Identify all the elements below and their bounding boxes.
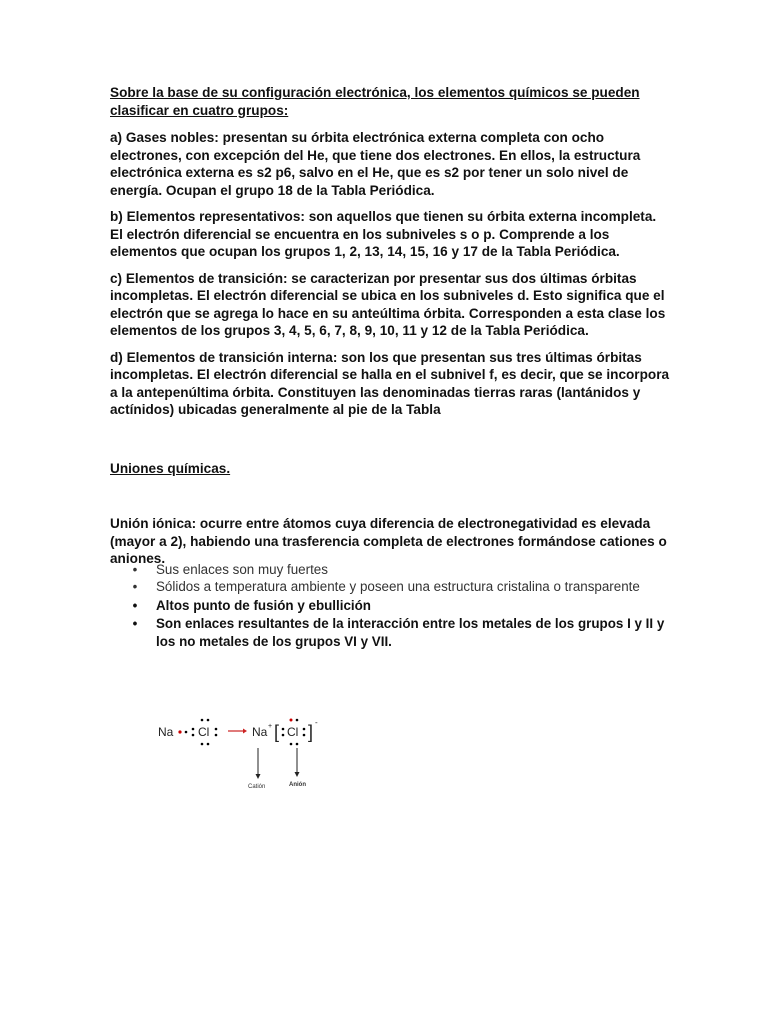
group-d-text: Elementos de transición interna: son los que presentan sus tres últimas órbitas incompletas. El electrón diferencial se halla en el subnivel f, es decir, que se incorpora a la antepenúltima órbita. Constituyen las denominadas tierras raras (lantánidos y actínidos) ubicadas generalmente al pie de la Tabla: [110, 349, 670, 417]
bullet-dot: •: [132, 597, 138, 613]
list-item: [130, 578, 670, 595]
intro-heading: Sobre la base de su configuración electrónica, los elementos químicos se pueden clasificar en cuatro grupos:: [110, 85, 640, 118]
group-c-text: Elementos de transición: se caracterizan por presentar sus dos últimas órbitas incompletas. El electrón diferencial se ubica en los subniveles d. Esto significa que el electrón que se agrega lo hace en su anteúltima órbita. Corresponden a esta clase los elementos de los grupos 3, 4, 5, 6, 7, 8, 9, 10, 11 y 12 de la Tabla Periódica.: [110, 270, 666, 338]
group-c-marker: c): [110, 270, 123, 286]
document-body: [110, 84, 670, 428]
reaction-arrow-head: [243, 729, 247, 734]
section-title: Uniones químicas.: [110, 461, 231, 476]
electron: [303, 728, 306, 731]
group-b-marker: b): [110, 209, 123, 224]
electron: [303, 734, 306, 737]
cl-atom-label: Cl: [198, 725, 210, 739]
electron: [282, 734, 285, 737]
bullet-text: Sus enlaces son muy fuertes: [156, 562, 328, 577]
cation-charge: +: [268, 723, 273, 730]
electron: [296, 743, 299, 746]
group-a-marker: a): [110, 130, 123, 145]
bullet-dot: •: [132, 616, 138, 632]
bracket-right: ]: [308, 722, 314, 742]
bullet-text: Sólidos a temperatura ambiente y poseen una estructura cristalina o transparente: [156, 579, 640, 595]
anion-arrow-head: [295, 772, 300, 777]
bullet-text: Altos punto de fusión y ebullición: [156, 597, 371, 613]
anion-charge: -: [315, 718, 318, 727]
list-item: [130, 561, 670, 578]
group-d-marker: d): [110, 349, 123, 365]
electron: [282, 728, 285, 731]
transfer-electron: [178, 730, 181, 733]
electron: [201, 719, 204, 722]
bullet-dot: •: [132, 562, 138, 577]
group-c-paragraph: [110, 270, 670, 340]
cl-anion-label: Cl: [287, 725, 299, 739]
transfer-electron: [290, 719, 293, 722]
electron: [215, 734, 218, 737]
electron: [201, 743, 204, 746]
group-b-paragraph: [110, 208, 670, 261]
cation-label: Catión: [248, 784, 266, 790]
electron: [185, 731, 188, 734]
ionic-bond-diagram: [150, 712, 330, 802]
group-b-text: Elementos representativos: son aquellos que tienen su órbita externa incompleta. El electrón diferencial se encuentra en los subniveles s o p. Comprende a los elementos que ocupan los grupos 1, 2, 13, 14, 15, 16 y 17 de la Tabla Periódica.: [110, 209, 657, 259]
cation-arrow-head: [256, 774, 261, 779]
electron: [207, 719, 210, 722]
group-d-paragraph: [110, 349, 670, 419]
electron: [207, 743, 210, 746]
electron: [215, 728, 218, 731]
bullet-list: [130, 561, 670, 650]
electron: [192, 728, 195, 731]
electron: [296, 719, 299, 722]
bullet-text: Son enlaces resultantes de la interacción entre los metales de los grupos I y II y los no metales de los grupos VI y VII.: [156, 616, 665, 649]
na-atom-label: Na: [158, 725, 174, 739]
ionic-paragraph: Unión iónica: ocurre entre átomos cuya diferencia de electronegatividad es elevada (mayor a 2), habiendo una trasferencia completa de electrones formándose cationes o aniones.: [110, 516, 667, 566]
electron: [192, 734, 195, 737]
anion-label: Anión: [289, 782, 306, 788]
na-cation-label: Na: [252, 725, 268, 739]
electron: [290, 743, 293, 746]
list-item: [130, 615, 670, 650]
group-a-paragraph: [110, 129, 670, 199]
list-item: [130, 597, 670, 614]
bracket-left: [: [274, 722, 280, 742]
group-a-text: Gases nobles: presentan su órbita electrónica externa completa con ocho electrones, con excepción del He, que tiene dos electrones. En ellos, la estructura electrónica externa es s2 p6, salvo en el He, que es s2 por tener un solo nivel de energía. Ocupan el grupo 18 de la Tabla Periódica.: [110, 130, 641, 198]
bullet-dot: •: [132, 579, 138, 595]
